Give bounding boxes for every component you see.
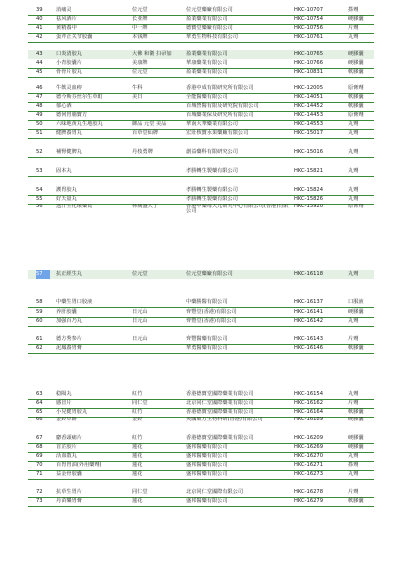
company-name-cell[interactable]: 盛邦醫藥有限公司 bbox=[186, 453, 228, 459]
company-name-cell[interactable]: 香港中成有限研究所有限公司 bbox=[186, 85, 254, 91]
registration-code-cell[interactable]: HKC-10754 bbox=[294, 16, 324, 22]
product-name-cell[interactable]: 稳陽丸 bbox=[56, 391, 72, 397]
registration-code-cell[interactable]: HKC-16141 bbox=[294, 309, 324, 315]
row-number-cell[interactable]: 62 bbox=[36, 345, 43, 351]
brand-name-cell[interactable]: 长亚牌 bbox=[132, 16, 148, 22]
dosage-form-cell[interactable]: 搽劑 bbox=[348, 462, 359, 468]
product-name-cell[interactable]: 加强百乃丸 bbox=[56, 318, 82, 324]
row-number-cell[interactable]: 69 bbox=[36, 453, 43, 459]
row-number-cell[interactable]: 60 bbox=[36, 318, 43, 324]
registration-code-cell[interactable]: HKC-16118 bbox=[294, 271, 324, 277]
brand-name-cell[interactable]: 大佛 和衛 扫帚加 bbox=[132, 51, 172, 57]
registration-code-cell[interactable]: HKC-15016 bbox=[294, 149, 324, 155]
table-row[interactable] bbox=[28, 129, 374, 139]
product-name-cell[interactable]: 抗草生胃片 bbox=[56, 489, 82, 495]
brand-name-cell[interactable]: 蓮花 bbox=[132, 462, 143, 468]
dosage-form-cell[interactable]: 軟膠囊 bbox=[348, 94, 364, 100]
brand-name-cell[interactable]: 紅竹 bbox=[132, 435, 143, 441]
dosage-form-cell[interactable]: 丸劑 bbox=[348, 196, 359, 202]
product-name-cell[interactable]: 德方秀参片 bbox=[56, 336, 82, 342]
table-row[interactable] bbox=[28, 344, 374, 354]
company-name-cell[interactable]: 中藥勝醫有限公司 bbox=[186, 299, 228, 305]
brand-name-cell[interactable]: 位元堂 bbox=[132, 7, 148, 13]
dosage-form-cell[interactable]: 丸劑 bbox=[348, 34, 359, 40]
dosage-form-cell[interactable]: 口服液 bbox=[348, 299, 364, 305]
registration-code-cell[interactable]: HKC-16146 bbox=[294, 345, 324, 351]
registration-code-cell[interactable]: HKC-10756 bbox=[294, 25, 324, 31]
company-name-cell[interactable]: 盈業藥業有限公司 bbox=[186, 51, 228, 57]
table-row[interactable] bbox=[28, 148, 374, 158]
row-number-cell[interactable]: 49 bbox=[36, 112, 43, 118]
product-name-cell[interactable]: 蛋芹正关节胶囊 bbox=[56, 34, 93, 40]
registration-code-cell[interactable]: HKC-16278 bbox=[294, 489, 324, 495]
row-number-cell[interactable]: 56 bbox=[36, 204, 43, 209]
brand-name-cell[interactable]: 丹枝勇牌 bbox=[132, 149, 153, 155]
dosage-form-cell[interactable]: 硬膠囊 bbox=[348, 51, 364, 57]
product-name-cell[interactable]: 祛风酒片 bbox=[56, 16, 77, 22]
registration-code-cell[interactable]: HKC-16162 bbox=[294, 400, 324, 406]
row-number-cell[interactable]: 73 bbox=[36, 498, 43, 504]
product-name-cell[interactable]: 麝香頭痛片 bbox=[56, 435, 82, 441]
dosage-form-cell[interactable]: 軟膠囊 bbox=[348, 498, 364, 504]
product-name-cell[interactable]: 养肝胶囊 bbox=[56, 309, 77, 315]
row-number-cell[interactable]: 55 bbox=[36, 196, 43, 202]
company-name-cell[interactable]: 創益藥科有限研究公司 bbox=[186, 149, 238, 155]
table-row[interactable] bbox=[28, 204, 374, 220]
product-name-cell[interactable]: 泥鳳養胃膏 bbox=[56, 345, 82, 351]
company-name-cell[interactable]: 華南大華藥業有限公司 bbox=[186, 121, 238, 127]
table-row[interactable] bbox=[28, 317, 374, 327]
product-name-cell[interactable]: 德何胃腸寶方 bbox=[56, 112, 88, 118]
table-row[interactable] bbox=[28, 270, 374, 279]
registration-code-cell[interactable]: HKC-12005 bbox=[294, 85, 324, 91]
dosage-form-cell[interactable]: 丸劑 bbox=[348, 130, 359, 136]
row-number-cell[interactable]: 47 bbox=[36, 94, 43, 100]
row-number-cell[interactable]: 64 bbox=[36, 400, 43, 406]
row-number-cell[interactable]: 66 bbox=[36, 417, 43, 422]
product-name-cell[interactable]: 骨骨片胶丸 bbox=[56, 69, 82, 75]
brand-name-cell[interactable]: 位元堂 bbox=[132, 271, 148, 277]
product-name-cell[interactable]: 德今斯芬丝尔生草酊 bbox=[56, 94, 103, 100]
row-number-cell[interactable]: 68 bbox=[36, 444, 43, 450]
company-name-cell[interactable]: 孝勝轉生製藥有限公司 bbox=[186, 168, 238, 174]
brand-name-cell[interactable]: 林廣盛天子 bbox=[132, 204, 158, 209]
registration-code-cell[interactable]: HKC-10831 bbox=[294, 69, 324, 75]
product-name-cell[interactable]: 護胃胶丸 bbox=[56, 187, 77, 193]
row-number-cell[interactable]: 45 bbox=[36, 69, 43, 75]
product-name-cell[interactable]: 固本丸 bbox=[56, 168, 72, 174]
registration-code-cell[interactable]: HKC-16137 bbox=[294, 299, 324, 305]
company-name-cell[interactable]: 德寶堂藥廠有限公司 bbox=[186, 25, 233, 31]
table-row[interactable] bbox=[28, 470, 374, 480]
row-number-cell[interactable]: 65 bbox=[36, 409, 43, 415]
brand-name-cell[interactable]: 美日 bbox=[132, 94, 143, 100]
dosage-form-cell[interactable]: 硬膠囊 bbox=[348, 60, 364, 66]
brand-name-cell[interactable]: 日元山 bbox=[132, 336, 148, 342]
dosage-form-cell[interactable]: 丸劑 bbox=[348, 168, 359, 174]
brand-name-cell[interactable]: 日元山 bbox=[132, 309, 148, 315]
brand-name-cell[interactable]: 蓮花 bbox=[132, 471, 143, 477]
registration-code-cell[interactable]: HKC-16143 bbox=[294, 336, 324, 342]
dosage-form-cell[interactable]: 丸劑 bbox=[348, 121, 359, 127]
company-name-cell[interactable]: 香港德寶堂國際藥業有限公司 bbox=[186, 435, 254, 441]
dosage-form-cell[interactable]: 軟膠囊 bbox=[348, 345, 364, 351]
table-row[interactable] bbox=[28, 50, 374, 59]
registration-code-cell[interactable]: HKC-10765 bbox=[294, 51, 324, 57]
dosage-form-cell[interactable]: 軟膠囊 bbox=[348, 103, 364, 109]
brand-name-cell[interactable]: 中一牌 bbox=[132, 25, 148, 31]
dosage-form-cell[interactable]: 硬膠囊 bbox=[348, 16, 364, 22]
company-name-cell[interactable]: 宏壯核寶水果藥廠有限公司 bbox=[186, 130, 249, 136]
registration-code-cell[interactable]: HKC-16273 bbox=[294, 471, 324, 477]
company-name-cell[interactable]: 香港德寶堂國際藥業有限公司 bbox=[186, 409, 254, 415]
registration-code-cell[interactable]: HKC-16279 bbox=[294, 498, 324, 504]
dosage-form-cell[interactable]: 軟膠囊 bbox=[348, 409, 364, 415]
registration-code-cell[interactable]: HKC-14452 bbox=[294, 103, 324, 109]
brand-name-cell[interactable]: 紅竹 bbox=[132, 409, 143, 415]
product-name-cell[interactable]: 透汗生化壞藥賞 bbox=[56, 204, 93, 209]
row-number-cell[interactable]: 42 bbox=[36, 34, 43, 40]
product-name-cell[interactable]: 小青胶囊片 bbox=[56, 60, 82, 66]
row-number-cell[interactable]: 59 bbox=[36, 309, 43, 315]
company-name-cell[interactable]: 華康藥業有限公司 bbox=[186, 60, 228, 66]
product-name-cell[interactable]: 六味地黄丸生地胶丸 bbox=[56, 121, 103, 127]
table-row[interactable] bbox=[28, 298, 374, 308]
company-name-cell[interactable]: 齊豐堂(香港)有限公司 bbox=[186, 318, 237, 324]
dosage-form-cell[interactable]: 丸劑 bbox=[348, 471, 359, 477]
product-name-cell[interactable]: 感冒片 bbox=[56, 400, 72, 406]
company-name-cell[interactable]: 香港中藥毒天元研究中心有限公司(香港)有限公司 bbox=[186, 204, 289, 215]
product-name-cell[interactable]: 丹苗樂胃膏 bbox=[56, 498, 82, 504]
company-name-cell[interactable]: 位元堂藥廠有限公司 bbox=[186, 7, 233, 13]
product-name-cell[interactable]: 百胃胃油(外用藥劑) bbox=[56, 462, 102, 468]
row-number-cell[interactable]: 51 bbox=[36, 130, 43, 136]
registration-code-cell[interactable]: HKC-14453 bbox=[294, 112, 324, 118]
brand-name-cell[interactable]: 本钱牌 bbox=[132, 34, 148, 40]
row-number-cell[interactable]: 67 bbox=[36, 435, 43, 441]
company-name-cell[interactable]: 齊豐堂(香港)有限公司 bbox=[186, 309, 237, 315]
dosage-form-cell[interactable]: 片劑 bbox=[348, 489, 359, 495]
dosage-form-cell[interactable]: 硬膠囊 bbox=[348, 444, 364, 450]
brand-name-cell[interactable]: 金鈴 bbox=[132, 417, 143, 422]
dosage-form-cell[interactable]: 丸劑 bbox=[348, 271, 359, 277]
brand-name-cell[interactable]: 美康牌 bbox=[132, 60, 148, 66]
registration-code-cell[interactable]: HKC-14553 bbox=[294, 121, 324, 127]
dosage-form-cell[interactable]: 原膏劑 bbox=[348, 112, 364, 118]
row-number-cell[interactable]: 58 bbox=[36, 299, 43, 305]
registration-code-cell[interactable]: HKC-10707 bbox=[294, 7, 324, 13]
dosage-form-cell[interactable]: 搽劑 bbox=[348, 7, 359, 13]
row-number-cell[interactable]: 72 bbox=[36, 489, 43, 495]
table-row[interactable] bbox=[28, 68, 374, 78]
brand-name-cell[interactable]: 牛科 bbox=[132, 85, 143, 91]
dosage-form-cell[interactable]: 片劑 bbox=[348, 400, 359, 406]
registration-code-cell[interactable]: HKC-16164 bbox=[294, 409, 324, 415]
company-name-cell[interactable]: 齊豐醫藥有限公司 bbox=[186, 336, 228, 342]
brand-name-cell[interactable]: 同仁堂 bbox=[132, 489, 148, 495]
registration-code-cell[interactable]: HKC-16189 bbox=[294, 417, 324, 422]
table-row[interactable] bbox=[28, 167, 374, 177]
product-name-cell[interactable]: 活血散丸 bbox=[56, 453, 77, 459]
brand-name-cell[interactable]: 百草堂仙牌 bbox=[132, 130, 158, 136]
registration-code-cell[interactable]: HKC-15920 bbox=[294, 204, 324, 209]
product-name-cell[interactable]: 金鈴草餅 bbox=[56, 417, 77, 422]
brand-name-cell[interactable]: 日元山 bbox=[132, 318, 148, 324]
dosage-form-cell[interactable]: 原膏劑 bbox=[348, 85, 364, 91]
row-number-cell[interactable]: 50 bbox=[36, 121, 43, 127]
company-name-cell[interactable]: 香港德寶堂國際藥業有限公司 bbox=[186, 391, 254, 397]
registration-code-cell[interactable]: HKC-15821 bbox=[294, 168, 324, 174]
dosage-form-cell[interactable]: 硬膠囊 bbox=[348, 417, 364, 422]
company-name-cell[interactable]: 百城營醫有限及研究院有限公司 bbox=[186, 103, 259, 109]
row-number-cell[interactable]: 57 bbox=[36, 270, 50, 279]
company-name-cell[interactable]: 英國東方生物科研(香港)有限公司 bbox=[186, 417, 263, 422]
dosage-form-cell[interactable]: 硬膠囊 bbox=[348, 309, 364, 315]
dosage-form-cell[interactable]: 片劑 bbox=[348, 25, 359, 31]
table-row[interactable] bbox=[28, 497, 374, 507]
registration-code-cell[interactable]: HKC-10761 bbox=[294, 34, 324, 40]
company-name-cell[interactable]: 盛邦醫藥有限公司 bbox=[186, 462, 228, 468]
product-name-cell[interactable]: 健脾養胃丸 bbox=[56, 130, 82, 136]
row-number-cell[interactable]: 70 bbox=[36, 462, 43, 468]
brand-name-cell[interactable]: 蓮花 bbox=[132, 453, 143, 459]
registration-code-cell[interactable]: HKC-16142 bbox=[294, 318, 324, 324]
company-name-cell[interactable]: 盛邦醫藥有限公司 bbox=[186, 471, 228, 477]
product-name-cell[interactable]: 好天量丸 bbox=[56, 196, 77, 202]
row-number-cell[interactable]: 53 bbox=[36, 168, 43, 174]
product-name-cell[interactable]: 郁心酒 bbox=[56, 103, 72, 109]
registration-code-cell[interactable]: HKC-15017 bbox=[294, 130, 324, 136]
row-number-cell[interactable]: 61 bbox=[36, 336, 43, 342]
brand-name-cell[interactable]: 位元堂 bbox=[132, 69, 148, 75]
dosage-form-cell[interactable]: 丸劑 bbox=[348, 318, 359, 324]
company-name-cell[interactable]: 華勇生物科技有限公司 bbox=[186, 34, 238, 40]
dosage-form-cell[interactable]: 片劑 bbox=[348, 336, 359, 342]
registration-code-cell[interactable]: HKC-16270 bbox=[294, 453, 324, 459]
company-name-cell[interactable]: 孝勝轉生製藥有限公司 bbox=[186, 187, 238, 193]
dosage-form-cell[interactable]: 軟膠囊 bbox=[348, 69, 364, 75]
company-name-cell[interactable]: 位元堂藥廠有限公司 bbox=[186, 271, 233, 277]
product-name-cell[interactable]: 中藥生胃口胶液 bbox=[56, 299, 93, 305]
row-number-cell[interactable]: 52 bbox=[36, 149, 43, 155]
dosage-form-cell[interactable]: 丸劑 bbox=[348, 391, 359, 397]
company-name-cell[interactable]: 百城藥業保及研究所有限公司 bbox=[186, 112, 254, 118]
table-row[interactable] bbox=[28, 417, 374, 433]
brand-name-cell[interactable]: 蓮花 bbox=[132, 444, 143, 450]
product-name-cell[interactable]: 抗正經生丸 bbox=[56, 271, 82, 277]
brand-name-cell[interactable]: 御品 元堂 美品 bbox=[132, 121, 167, 127]
product-name-cell[interactable]: 黄精養中 bbox=[56, 25, 77, 31]
product-name-cell[interactable]: 首芷胶片 bbox=[56, 444, 77, 450]
product-name-cell[interactable]: 益金骨胶囊 bbox=[56, 471, 82, 477]
registration-code-cell[interactable]: HKC-15826 bbox=[294, 196, 324, 202]
row-number-cell[interactable]: 39 bbox=[36, 7, 43, 13]
registration-code-cell[interactable]: HKC-14051 bbox=[294, 94, 324, 100]
company-name-cell[interactable]: 盈業藥業有限公司 bbox=[186, 16, 228, 22]
dosage-form-cell[interactable]: 丸劑 bbox=[348, 149, 359, 155]
product-name-cell[interactable]: 牛飲灵血痹 bbox=[56, 85, 82, 91]
row-number-cell[interactable]: 40 bbox=[36, 16, 43, 22]
row-number-cell[interactable]: 43 bbox=[36, 51, 43, 57]
dosage-form-cell[interactable]: 丸劑 bbox=[348, 453, 359, 459]
row-number-cell[interactable]: 46 bbox=[36, 85, 43, 91]
product-name-cell[interactable]: 消痛灵 bbox=[56, 7, 72, 13]
registration-code-cell[interactable]: HKC-16209 bbox=[294, 435, 324, 441]
company-name-cell[interactable]: 北京同仁堂國際有限公司 bbox=[186, 489, 244, 495]
registration-code-cell[interactable]: HKC-10766 bbox=[294, 60, 324, 66]
row-number-cell[interactable]: 54 bbox=[36, 187, 43, 193]
company-name-cell[interactable]: 盛邦醫藥有限公司 bbox=[186, 498, 228, 504]
row-number-cell[interactable]: 48 bbox=[36, 103, 43, 109]
company-name-cell[interactable]: 華勇醫藥有限公司 bbox=[186, 345, 228, 351]
dosage-form-cell[interactable]: 原膏劑 bbox=[348, 204, 364, 209]
row-number-cell[interactable]: 44 bbox=[36, 60, 43, 66]
company-name-cell[interactable]: 盈業藥業有限公司 bbox=[186, 69, 228, 75]
brand-name-cell[interactable]: 同仁堂 bbox=[132, 400, 148, 406]
brand-name-cell[interactable]: 紅竹 bbox=[132, 391, 143, 397]
table-row[interactable] bbox=[28, 33, 374, 43]
registration-code-cell[interactable]: HKC-16271 bbox=[294, 462, 324, 468]
company-name-cell[interactable]: 北京同仁堂國際藥業有限公司 bbox=[186, 400, 254, 406]
dosage-form-cell[interactable]: 硬膠囊 bbox=[348, 435, 364, 441]
row-number-cell[interactable]: 63 bbox=[36, 391, 43, 397]
row-number-cell[interactable]: 41 bbox=[36, 25, 43, 31]
product-name-cell[interactable]: 小兒健胃胶丸 bbox=[56, 409, 88, 415]
registration-code-cell[interactable]: HKC-16269 bbox=[294, 444, 324, 450]
row-number-cell[interactable]: 71 bbox=[36, 471, 43, 477]
company-name-cell[interactable]: 全能醫藥有限公司 bbox=[186, 94, 228, 100]
company-name-cell[interactable]: 孝勝轉生製藥有限公司 bbox=[186, 196, 238, 202]
product-name-cell[interactable]: 口炎清胶丸 bbox=[56, 51, 82, 57]
registration-code-cell[interactable]: HKC-15824 bbox=[294, 187, 324, 193]
dosage-form-cell[interactable]: 丸劑 bbox=[348, 187, 359, 193]
registration-code-cell[interactable]: HKC-16154 bbox=[294, 391, 324, 397]
company-name-cell[interactable]: 盛邦醫藥有限公司 bbox=[186, 444, 228, 450]
brand-name-cell[interactable]: 蓮花 bbox=[132, 498, 143, 504]
product-name-cell[interactable]: 補腎健脾丸 bbox=[56, 149, 82, 155]
